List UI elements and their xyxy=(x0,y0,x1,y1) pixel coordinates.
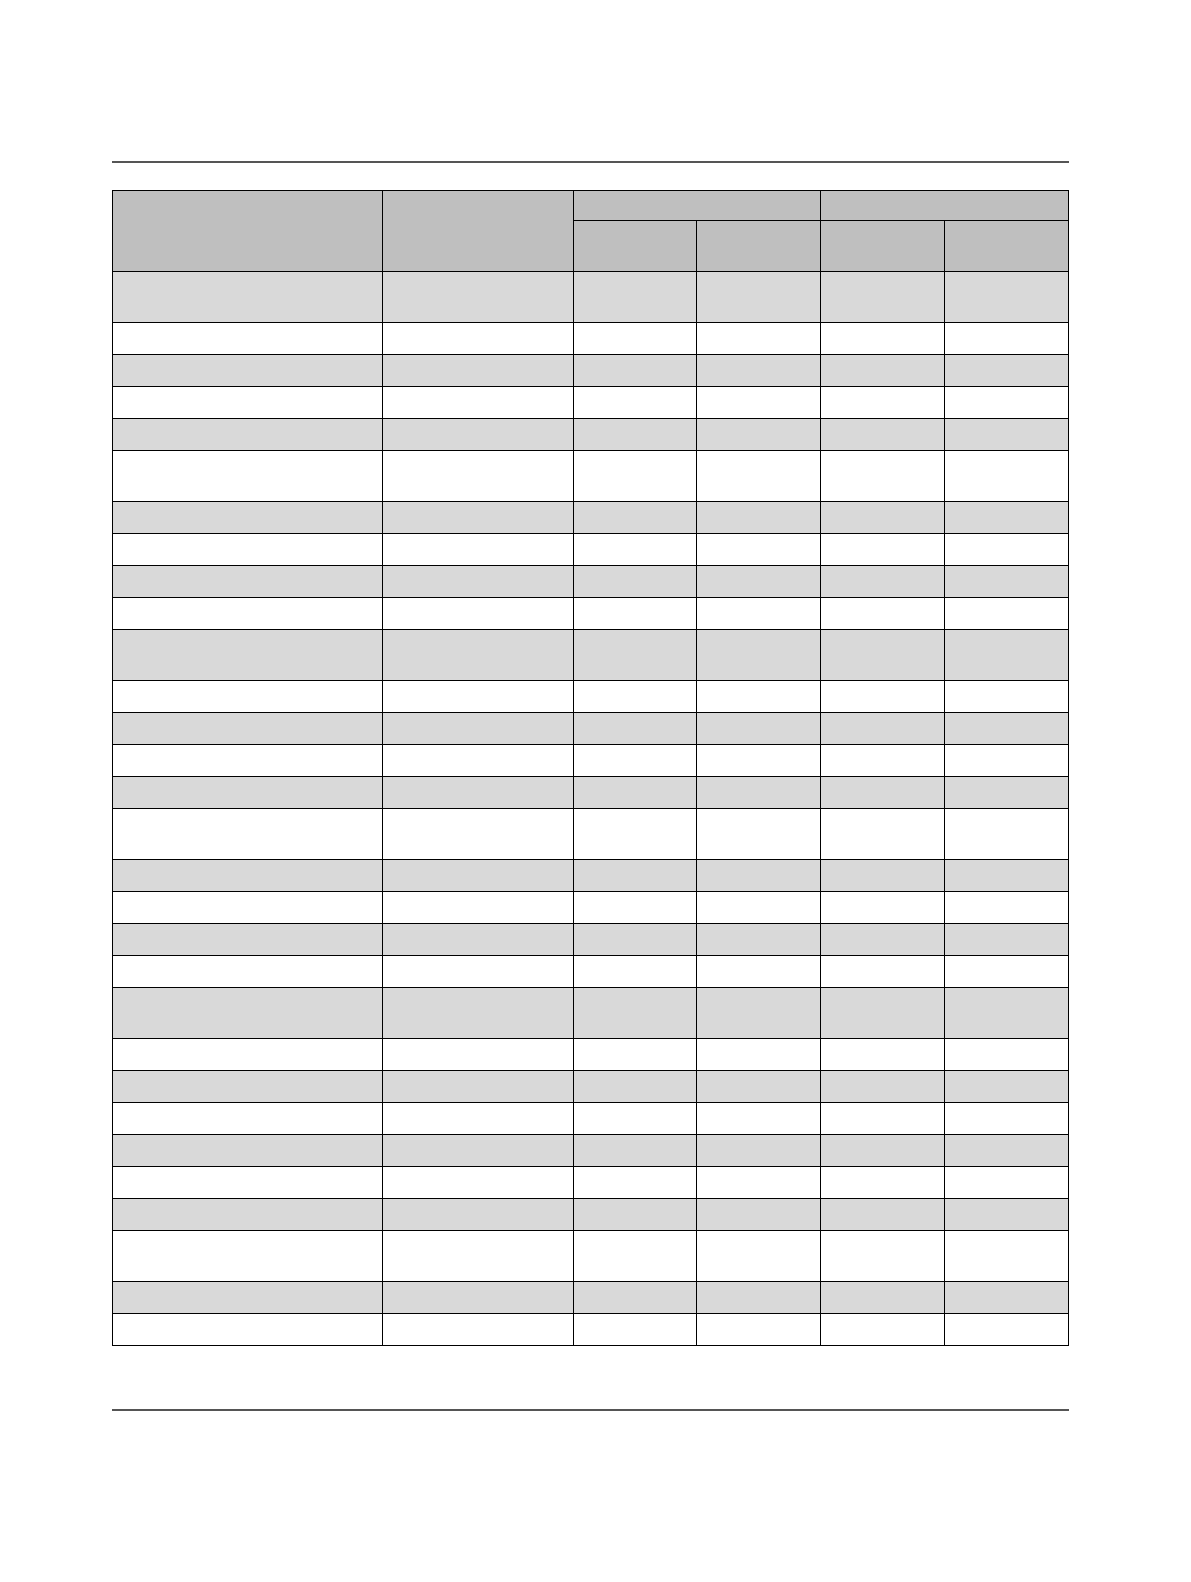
table-row xyxy=(113,1314,1069,1346)
table-cell xyxy=(821,681,945,713)
table-cell xyxy=(821,988,945,1039)
table-cell xyxy=(383,1039,574,1071)
header-rule xyxy=(112,161,1069,163)
table-cell xyxy=(383,892,574,924)
table-cell xyxy=(821,1231,945,1282)
table-cell xyxy=(945,777,1069,809)
table-cell xyxy=(383,1231,574,1282)
table-cell xyxy=(697,1071,821,1103)
table-cell xyxy=(945,892,1069,924)
table-cell xyxy=(113,598,383,630)
table-row xyxy=(113,630,1069,681)
table-cell xyxy=(383,419,574,451)
table-cell xyxy=(383,1314,574,1346)
table-cell xyxy=(697,1103,821,1135)
table-cell xyxy=(821,1199,945,1231)
header-subcell xyxy=(697,221,821,272)
table-row xyxy=(113,1199,1069,1231)
table-cell xyxy=(574,1199,697,1231)
table-cell xyxy=(113,1103,383,1135)
table-cell xyxy=(697,502,821,534)
table-row xyxy=(113,1231,1069,1282)
table-cell xyxy=(697,1282,821,1314)
table-cell xyxy=(574,860,697,892)
table-cell xyxy=(697,1039,821,1071)
table-cell xyxy=(697,1314,821,1346)
table-row xyxy=(113,1071,1069,1103)
table-row xyxy=(113,451,1069,502)
table-cell xyxy=(945,272,1069,323)
table-cell xyxy=(113,534,383,566)
table-cell xyxy=(821,451,945,502)
table-cell xyxy=(113,1071,383,1103)
table-cell xyxy=(697,1231,821,1282)
table-cell xyxy=(113,892,383,924)
table-row xyxy=(113,1282,1069,1314)
table-cell xyxy=(113,681,383,713)
table-cell xyxy=(113,502,383,534)
table-cell xyxy=(821,809,945,860)
table-cell xyxy=(945,419,1069,451)
table-cell xyxy=(383,1135,574,1167)
table-cell xyxy=(383,451,574,502)
table-cell xyxy=(945,988,1069,1039)
table-header xyxy=(113,191,1069,272)
table-cell xyxy=(945,1314,1069,1346)
table-cell xyxy=(821,272,945,323)
table-cell xyxy=(697,777,821,809)
table-cell xyxy=(821,419,945,451)
table-cell xyxy=(821,1135,945,1167)
table-row xyxy=(113,681,1069,713)
table-cell xyxy=(113,323,383,355)
table-cell xyxy=(821,1103,945,1135)
table-row xyxy=(113,1039,1069,1071)
table-cell xyxy=(383,534,574,566)
table-row xyxy=(113,272,1069,323)
table-cell xyxy=(383,713,574,745)
table-cell xyxy=(697,713,821,745)
table-cell xyxy=(697,630,821,681)
table-cell xyxy=(113,272,383,323)
table-cell xyxy=(945,502,1069,534)
table-cell xyxy=(574,681,697,713)
table-cell xyxy=(574,566,697,598)
table-cell xyxy=(383,1071,574,1103)
table-cell xyxy=(574,534,697,566)
table-cell xyxy=(113,419,383,451)
table-cell xyxy=(113,860,383,892)
table-cell xyxy=(945,681,1069,713)
table-cell xyxy=(697,1167,821,1199)
table-cell xyxy=(945,1282,1069,1314)
table-cell xyxy=(697,566,821,598)
table-cell xyxy=(383,924,574,956)
table-cell xyxy=(383,387,574,419)
table-cell xyxy=(383,809,574,860)
table-cell xyxy=(697,387,821,419)
table-cell xyxy=(945,713,1069,745)
table-cell xyxy=(821,323,945,355)
table-cell xyxy=(945,809,1069,860)
table-cell xyxy=(383,777,574,809)
data-table xyxy=(112,190,1069,1346)
header-cell-col1 xyxy=(113,191,383,272)
table-cell xyxy=(113,355,383,387)
table-cell xyxy=(113,630,383,681)
table-cell xyxy=(574,1103,697,1135)
table-cell xyxy=(383,745,574,777)
table-cell xyxy=(821,598,945,630)
table-cell xyxy=(821,956,945,988)
table-cell xyxy=(113,1167,383,1199)
table-cell xyxy=(574,1231,697,1282)
table-cell xyxy=(383,1282,574,1314)
table-row xyxy=(113,323,1069,355)
table-cell xyxy=(945,1071,1069,1103)
table-cell xyxy=(697,892,821,924)
table-cell xyxy=(574,777,697,809)
table-cell xyxy=(574,598,697,630)
table-row xyxy=(113,809,1069,860)
table-cell xyxy=(574,1071,697,1103)
table-cell xyxy=(113,924,383,956)
table-cell xyxy=(574,630,697,681)
table-cell xyxy=(383,956,574,988)
table-cell xyxy=(697,355,821,387)
table-row xyxy=(113,956,1069,988)
table-cell xyxy=(945,924,1069,956)
table-cell xyxy=(821,1039,945,1071)
table-cell xyxy=(574,419,697,451)
header-row-groups xyxy=(113,191,1069,221)
table-cell xyxy=(945,956,1069,988)
table-cell xyxy=(945,451,1069,502)
header-group-right xyxy=(821,191,1069,221)
table-cell xyxy=(821,534,945,566)
table-cell xyxy=(383,355,574,387)
table-cell xyxy=(945,860,1069,892)
footer-rule xyxy=(112,1409,1069,1411)
table-cell xyxy=(113,1282,383,1314)
table-cell xyxy=(945,630,1069,681)
table-cell xyxy=(574,355,697,387)
table-cell xyxy=(697,598,821,630)
table-cell xyxy=(697,809,821,860)
table-cell xyxy=(113,956,383,988)
table-cell xyxy=(113,1199,383,1231)
table-row xyxy=(113,988,1069,1039)
header-subcell xyxy=(574,221,697,272)
table-cell xyxy=(697,272,821,323)
table-row xyxy=(113,892,1069,924)
table-cell xyxy=(383,566,574,598)
table-cell xyxy=(945,566,1069,598)
table-row xyxy=(113,534,1069,566)
table-cell xyxy=(945,1039,1069,1071)
table-cell xyxy=(697,323,821,355)
table-cell xyxy=(821,1314,945,1346)
table-cell xyxy=(113,1039,383,1071)
table-cell xyxy=(821,892,945,924)
table-cell xyxy=(113,713,383,745)
table-cell xyxy=(113,1135,383,1167)
table-cell xyxy=(945,323,1069,355)
table-cell xyxy=(113,745,383,777)
table-cell xyxy=(574,1167,697,1199)
table-cell xyxy=(821,924,945,956)
table-cell xyxy=(821,745,945,777)
table-cell xyxy=(821,566,945,598)
table-cell xyxy=(383,323,574,355)
table-cell xyxy=(383,860,574,892)
table-cell xyxy=(821,860,945,892)
table-cell xyxy=(574,892,697,924)
table-row xyxy=(113,502,1069,534)
table-cell xyxy=(697,745,821,777)
table-cell xyxy=(113,1314,383,1346)
table-cell xyxy=(697,860,821,892)
table-cell xyxy=(383,272,574,323)
table-cell xyxy=(821,630,945,681)
table-cell xyxy=(574,272,697,323)
table-cell xyxy=(697,988,821,1039)
table-cell xyxy=(113,1231,383,1282)
table-cell xyxy=(821,502,945,534)
table-cell xyxy=(383,988,574,1039)
table-cell xyxy=(574,924,697,956)
table-cell xyxy=(113,777,383,809)
table-cell xyxy=(697,681,821,713)
table-cell xyxy=(113,566,383,598)
table-cell xyxy=(945,598,1069,630)
table-cell xyxy=(574,451,697,502)
table-cell xyxy=(574,1135,697,1167)
table-cell xyxy=(383,1103,574,1135)
table-cell xyxy=(945,387,1069,419)
table-cell xyxy=(383,630,574,681)
table-cell xyxy=(945,1199,1069,1231)
table-cell xyxy=(945,745,1069,777)
table-row xyxy=(113,860,1069,892)
table-row xyxy=(113,924,1069,956)
table-cell xyxy=(383,681,574,713)
table-cell xyxy=(697,534,821,566)
table-cell xyxy=(383,502,574,534)
table-cell xyxy=(697,451,821,502)
table-body xyxy=(113,272,1069,1346)
table-cell xyxy=(945,355,1069,387)
table-cell xyxy=(697,419,821,451)
header-subcell xyxy=(945,221,1069,272)
table-cell xyxy=(574,502,697,534)
header-cell-col2 xyxy=(383,191,574,272)
table-cell xyxy=(697,924,821,956)
table-cell xyxy=(821,713,945,745)
table-cell xyxy=(697,956,821,988)
table-row xyxy=(113,777,1069,809)
table-cell xyxy=(574,713,697,745)
table-cell xyxy=(697,1199,821,1231)
table-cell xyxy=(945,1231,1069,1282)
table-cell xyxy=(383,1199,574,1231)
table-cell xyxy=(574,387,697,419)
table-row xyxy=(113,1167,1069,1199)
table-row xyxy=(113,566,1069,598)
table-row xyxy=(113,598,1069,630)
table-cell xyxy=(821,1071,945,1103)
table-cell xyxy=(574,956,697,988)
table-cell xyxy=(574,988,697,1039)
table-cell xyxy=(821,387,945,419)
table-cell xyxy=(113,387,383,419)
header-group-left xyxy=(574,191,821,221)
table-row xyxy=(113,1135,1069,1167)
table-cell xyxy=(383,1167,574,1199)
table-cell xyxy=(574,745,697,777)
table-cell xyxy=(113,451,383,502)
table-cell xyxy=(945,1103,1069,1135)
table-cell xyxy=(574,323,697,355)
table-cell xyxy=(574,1314,697,1346)
table-cell xyxy=(113,988,383,1039)
table-cell xyxy=(945,1135,1069,1167)
table-cell xyxy=(574,1039,697,1071)
table-cell xyxy=(821,1282,945,1314)
table-cell xyxy=(945,534,1069,566)
table-cell xyxy=(697,1135,821,1167)
table-cell xyxy=(945,1167,1069,1199)
table-cell xyxy=(113,809,383,860)
table-row xyxy=(113,745,1069,777)
table-row xyxy=(113,419,1069,451)
header-subcell xyxy=(821,221,945,272)
table-row xyxy=(113,355,1069,387)
table-cell xyxy=(821,1167,945,1199)
table-cell xyxy=(821,355,945,387)
table-cell xyxy=(574,1282,697,1314)
table-row xyxy=(113,1103,1069,1135)
table-cell xyxy=(383,598,574,630)
table-row xyxy=(113,387,1069,419)
table-row xyxy=(113,713,1069,745)
table-cell xyxy=(821,777,945,809)
table-cell xyxy=(574,809,697,860)
